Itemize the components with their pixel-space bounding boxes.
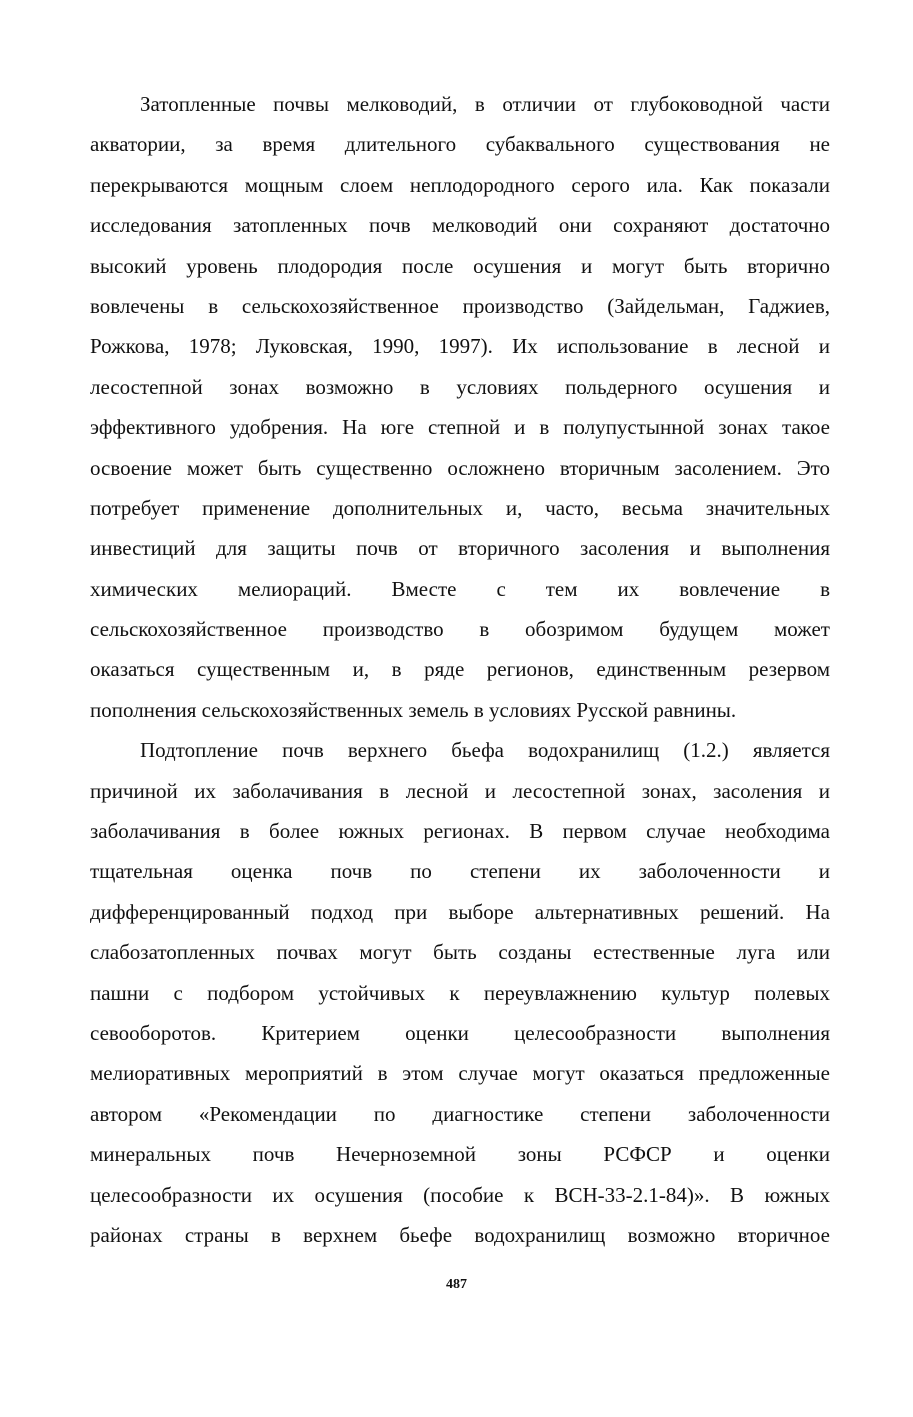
- text-line: пашни с подбором устойчивых к переувлажнению культур полевых: [90, 980, 830, 1005]
- text-line: автором «Рекомендации по диагностике степени заболоченности: [90, 1101, 830, 1126]
- text-line: исследования затопленных почв мелководий они сохраняют достаточно: [90, 213, 830, 238]
- text-line: целесообразности их осушения (пособие к ВСН-33-2.1-84)». В южных: [90, 1182, 830, 1207]
- text-line: пополнения сельскохозяйственных земель в условиях Русской равнины.: [90, 697, 737, 722]
- text-line: лесостепной зонах возможно в условиях польдерного осушения и: [90, 374, 830, 399]
- text-line: сельскохозяйственное производство в обозримом будущем может: [90, 617, 830, 642]
- text-line: дифференцированный подход при выборе альтернативных решений. На: [90, 899, 830, 924]
- paragraph-2: [90, 730, 830, 1255]
- text-line: оказаться существенным и, в ряде регионов, единственным резервом: [90, 657, 830, 682]
- text-line: севооборотов. Критерием оценки целесообразности выполнения: [90, 1020, 830, 1045]
- text-line: акватории, за время длительного субаквального существования не: [90, 132, 830, 157]
- text-line: районах страны в верхнем бьефе водохранилищ возможно вторичное: [90, 1222, 830, 1247]
- text-line: причиной их заболачивания в лесной и лесостепной зонах, засоления и: [90, 778, 830, 803]
- text-line: заболачивания в более южных регионах. В первом случае необходима: [90, 819, 830, 844]
- text-line: минеральных почв Нечерноземной зоны РСФСР и оценки: [90, 1142, 830, 1167]
- text-line: Рожкова, 1978; Луковская, 1990, 1997). Их использование в лесной и: [90, 334, 830, 359]
- page-number: 487: [446, 1277, 467, 1292]
- text-line: тщательная оценка почв по степени их заболоченности и: [90, 859, 830, 884]
- text-line: высокий уровень плодородия после осушения и могут быть вторично: [90, 253, 830, 278]
- body-text: [90, 84, 830, 1255]
- text-line: перекрываются мощным слоем неплодородного серого ила. Как показали: [90, 172, 830, 197]
- paragraph-1: [90, 84, 830, 730]
- text-line: инвестиций для защиты почв от вторичного засоления и выполнения: [90, 536, 830, 561]
- text-line: эффективного удобрения. На юге степной и в полупустынной зонах такое: [90, 415, 830, 440]
- text-line: вовлечены в сельскохозяйственное производство (Зайдельман, Гаджиев,: [90, 293, 830, 318]
- text-line: слабозатопленных почвах могут быть созданы естественные луга или: [90, 940, 830, 965]
- text-line: Затопленные почвы мелководий, в отличии от глубоководной части: [140, 92, 830, 116]
- text-line: Подтопление почв верхнего бьефа водохранилищ (1.2.) является: [140, 738, 830, 763]
- text-line: химических мелиораций. Вместе с тем их вовлечение в: [90, 576, 830, 601]
- text-line: освоение может быть существенно осложнено вторичным засолением. Это: [90, 455, 830, 480]
- text-line: мелиоративных мероприятий в этом случае могут оказаться предложенные: [90, 1061, 830, 1086]
- text-line: потребует применение дополнительных и, часто, весьма значительных: [90, 495, 830, 520]
